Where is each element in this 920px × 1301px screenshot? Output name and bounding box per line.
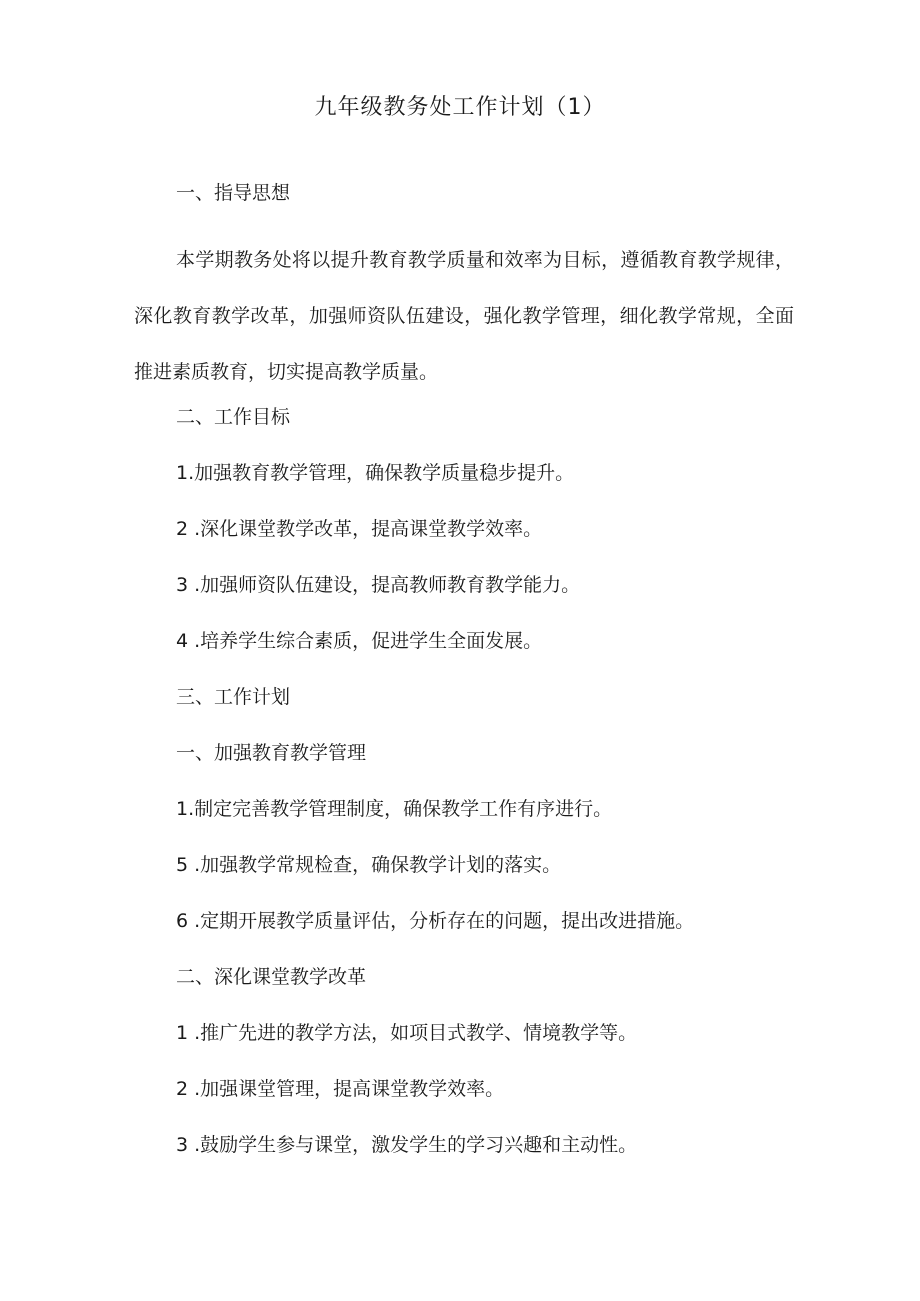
goal-item: 2 .深化课堂教学改革，提高课堂教学效率。 — [176, 518, 543, 540]
section-heading-guiding: 一、指导思想 — [176, 182, 291, 204]
goal-item: 4 .培养学生综合素质，促进学生全面发展。 — [176, 630, 543, 652]
plan-item: 1 .推广先进的教学方法，如项目式教学、情境教学等。 — [176, 1022, 638, 1044]
document-title: 九年级教务处工作计划（1） — [314, 95, 606, 120]
guiding-paragraph: 本学期教务处将以提升教育教学质量和效率为目标，遵循教育教学规律，深化教育教学改革，加强师资队伍建设，强化教学管理，细化教学常规，全面推进素质教育，切实提高教学质量。 — [134, 249, 794, 383]
plan-item: 2 .加强课堂管理，提高课堂教学效率。 — [176, 1078, 505, 1100]
goal-item: 1.加强教育教学管理，确保教学质量稳步提升。 — [176, 462, 575, 484]
plan-item: 3 .鼓励学生参与课堂，激发学生的学习兴趣和主动性。 — [176, 1134, 638, 1156]
subsection-heading-management: 一、加强教育教学管理 — [176, 742, 367, 764]
plan-item: 1.制定完善教学管理制度，确保教学工作有序进行。 — [176, 798, 613, 820]
subsection-heading-classroom: 二、深化课堂教学改革 — [176, 966, 367, 988]
plan-item: 5 .加强教学常规检查，确保教学计划的落实。 — [176, 854, 562, 876]
section-heading-goals: 二、工作目标 — [176, 406, 291, 428]
plan-item: 6 .定期开展教学质量评估，分析存在的问题，提出改进措施。 — [176, 910, 695, 932]
section-heading-plan: 三、工作计划 — [176, 686, 291, 708]
goal-item: 3 .加强师资队伍建设，提高教师教育教学能力。 — [176, 574, 581, 596]
